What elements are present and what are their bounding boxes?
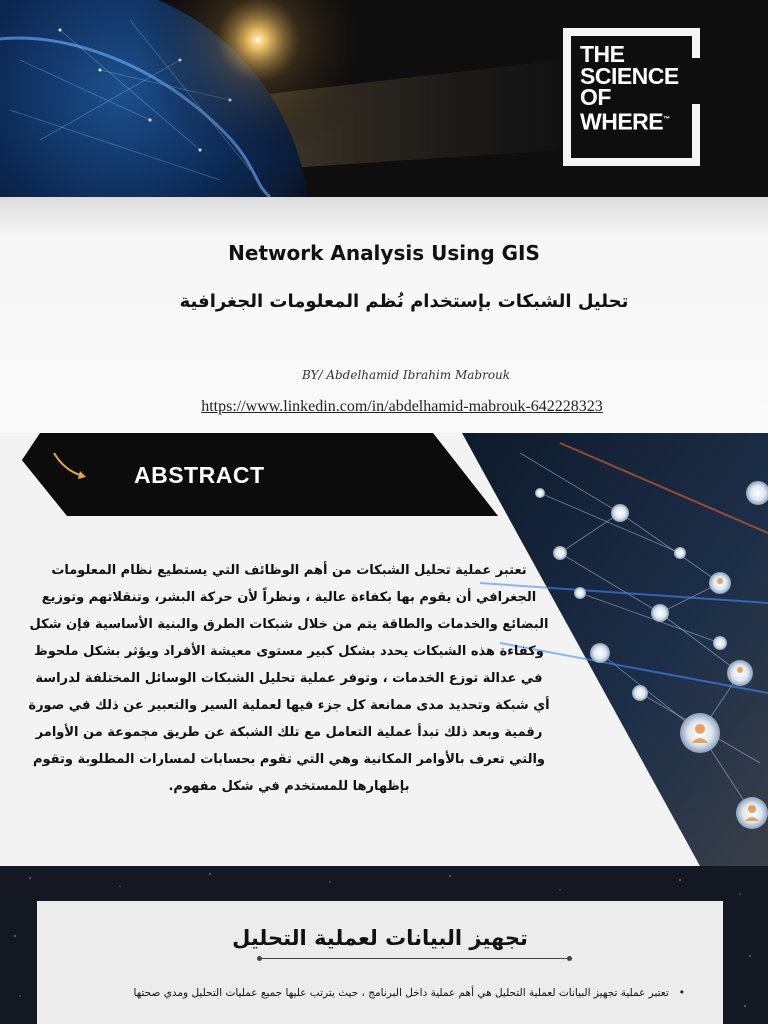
bullet-icon: • xyxy=(678,987,685,999)
document-title-arabic: تحليل الشبكات بإستخدام نُظم المعلومات الجغرافية xyxy=(179,291,629,312)
data-prep-heading: تجهيز البيانات لعملية التحليل xyxy=(232,926,528,950)
abstract-paragraph: تعتبر عملية تحليل الشبكات من أهم الوظائف التي يستطيع نظام المعلومات الجغرافي أن يقوم بها بكفاءة عالية ، ونظراً لأن حركة البشر، وتنقلاتهم وتوزيع البضائع والخدمات والطاقة يتم من خلال شبكات الطرق والبنية الأساسية فإن شكل وكفاءة هذه الشبكات يحدد بشكل كبير مستوى معيشة الأفراد ويؤثر بشكل ملحوظ في عدالة توزع الخدمات ، وتوفر عملية تحليل الشبكات الوسائل المختلفة لدراسة أي شبكة وتحديد مدى ممانعة كل جزء فيها لعملية السير والتعبير عن ذلك في صورة رقمية وبعد ذلك تبدأ عملية التعامل مع تلك الشبكة عن طريق مجموعة من الأوامر والتي تعرف بالأوامر المكانية وهي التي تقوم بحسابات لمسارات المطلوبة وتقوم بإظهارها للمستخدم في شكل مفهوم. xyxy=(28,563,550,794)
abstract-heading: ABSTRACT xyxy=(134,462,265,488)
data-prep-card xyxy=(37,901,723,1024)
logo-line: SCIENCE xyxy=(580,62,679,89)
title-section xyxy=(0,197,768,433)
logo-line: THE xyxy=(580,41,625,67)
heading-divider xyxy=(259,958,570,959)
data-prep-section xyxy=(0,866,768,1024)
document-title: Network Analysis Using GIS xyxy=(228,241,540,265)
list-item xyxy=(65,987,685,999)
linkedin-link[interactable]: https://www.linkedin.com/in/abdelhamid-mabrouk-642228323 xyxy=(201,398,603,415)
science-of-where-logo xyxy=(580,41,679,135)
author-byline: BY/ Abdelhamid Ibrahim Mabrouk xyxy=(301,368,511,382)
abstract-section xyxy=(0,433,768,866)
hero-banner xyxy=(0,0,768,197)
logo-line: WHERE™ xyxy=(580,108,670,135)
list-item-text: تعتبر عملية تجهيز البيانات لعملية التحليل هي أهم عملية داخل البرنامج ، حيث يترتب عليها جميع عمليات التحليل ومدي صحتها xyxy=(133,987,669,999)
logo-line: OF xyxy=(580,84,611,110)
